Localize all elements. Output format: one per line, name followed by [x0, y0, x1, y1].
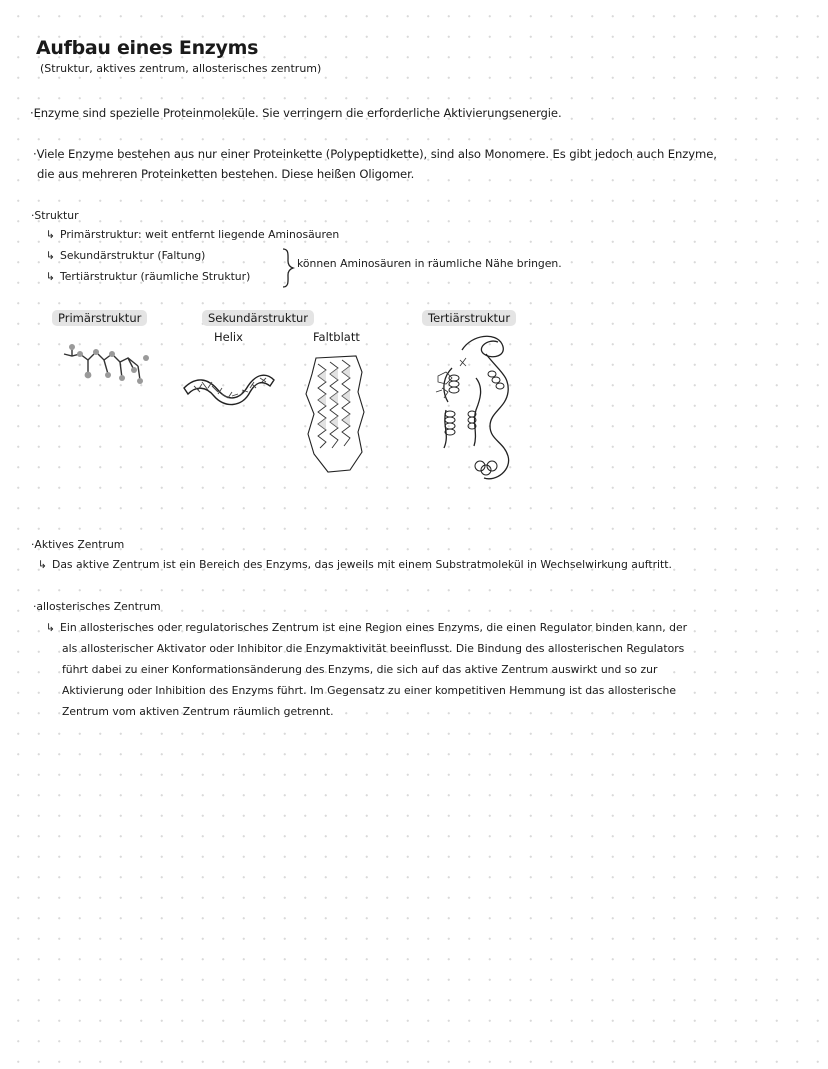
helix-illustration — [182, 358, 278, 408]
allosterisches-zentrum-heading: ·allosterisches Zentrum — [33, 600, 161, 613]
faltblatt-illustration — [300, 352, 376, 476]
label-primaerstruktur-text: Primärstruktur — [52, 310, 147, 326]
struktur-item-primaer-text: Primärstruktur: weit entfernt liegende Aminosäuren — [60, 228, 340, 241]
allosterisches-line-1-row — [46, 621, 687, 634]
allosterisches-line-2: als allosterischer Aktivator oder Inhibitor die Enzymaktivität beeinflusst. Die Bindung des allosterischen Regulators — [62, 642, 685, 655]
struktur-item-sekundaer — [46, 249, 205, 262]
primaerstruktur-illustration — [58, 340, 158, 400]
label-tertiaerstruktur-text: Tertiärstruktur — [422, 310, 516, 326]
page-subtitle: (Struktur, aktives zentrum, allosterisches zentrum) — [40, 62, 322, 75]
label-sekundaerstruktur — [202, 311, 314, 325]
label-primaerstruktur — [52, 311, 147, 325]
arrow-icon: ↳ — [46, 228, 56, 241]
struktur-item-sekundaer-text: Sekundärstruktur (Faltung) — [60, 249, 206, 262]
arrow-icon: ↳ — [46, 270, 56, 283]
intro-line-2b: die aus mehreren Proteinketten bestehen. Diese heißen Oligomer. — [37, 167, 415, 181]
bracket-note: können Aminosäuren in räumliche Nähe bringen. — [297, 257, 562, 270]
intro-line-1: ·Enzyme sind spezielle Proteinmoleküle. Sie verringern die erforderliche Aktivierungsenergie. — [30, 106, 562, 120]
allosterisches-line-3: führt dabei zu einer Konformationsänderung des Enzyms, die sich auf das aktive Zentrum auswirkt und so zur — [62, 663, 658, 676]
intro-line-2a: ·Viele Enzyme bestehen aus nur einer Proteinkette (Polypeptidkette), sind also Monomere. Es gibt jedoch auch Enzyme, — [33, 147, 717, 161]
label-sekundaerstruktur-text: Sekundärstruktur — [202, 310, 314, 326]
struktur-item-primaer — [46, 228, 339, 241]
allosterisches-line-4: Aktivierung oder Inhibition des Enzyms führt. Im Gegensatz zu einer kompetitiven Hemmung ist das allosterische — [62, 684, 677, 697]
label-tertiaerstruktur — [422, 311, 516, 325]
arrow-icon: ↳ — [38, 558, 48, 571]
tertiaerstruktur-illustration — [432, 330, 532, 490]
label-helix: Helix — [214, 330, 243, 344]
page-title: Aufbau eines Enzyms — [36, 37, 259, 59]
aktives-zentrum-heading: ·Aktives Zentrum — [31, 538, 125, 551]
label-faltblatt: Faltblatt — [313, 330, 360, 344]
arrow-icon: ↳ — [46, 621, 56, 634]
struktur-item-tertiaer — [46, 270, 250, 283]
struktur-heading: ·Struktur — [31, 209, 79, 222]
aktives-zentrum-text: Das aktive Zentrum ist ein Bereich des Enzyms, das jeweils mit einem Substratmolekül in Wechselwirkung auftritt. — [52, 558, 672, 571]
allosterisches-line-5: Zentrum vom aktiven Zentrum räumlich getrennt. — [62, 705, 334, 718]
struktur-item-tertiaer-text: Tertiärstruktur (räumliche Struktur) — [60, 270, 251, 283]
curly-brace-icon — [281, 247, 295, 289]
arrow-icon: ↳ — [46, 249, 56, 262]
aktives-zentrum-text-line — [38, 558, 672, 571]
allosterisches-line-1: Ein allosterisches oder regulatorisches Zentrum ist eine Region eines Enzyms, die einen Regulator binden kann, der — [60, 621, 688, 634]
